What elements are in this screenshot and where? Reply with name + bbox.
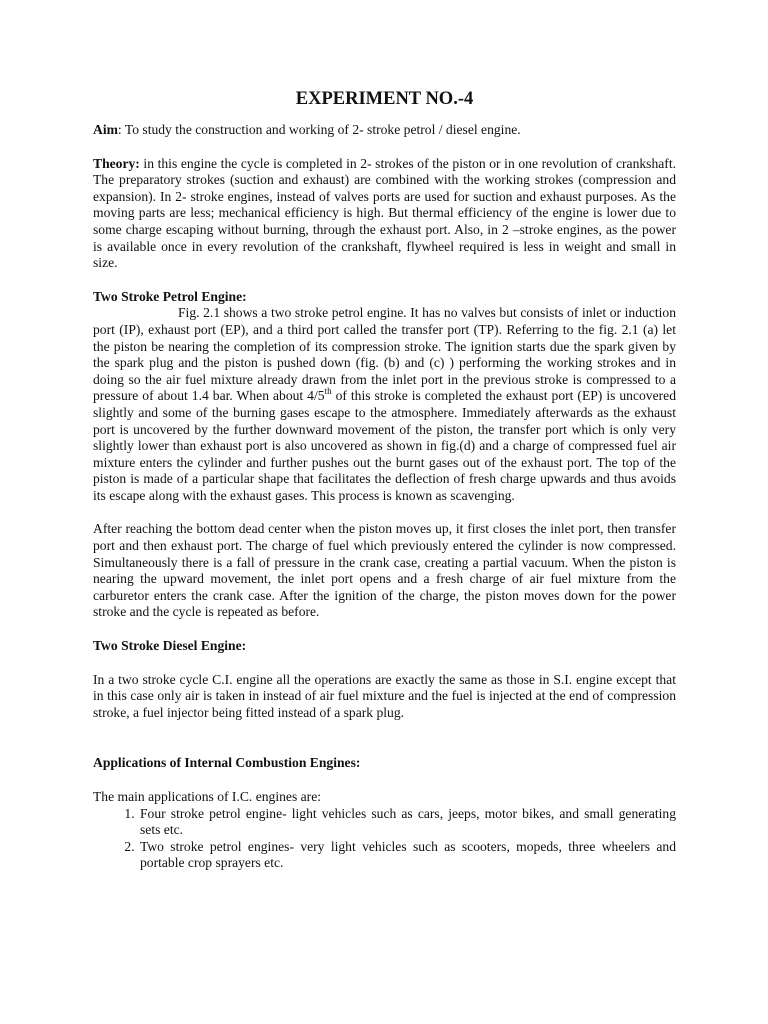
document-page bbox=[93, 88, 676, 872]
petrol-para1-text-a: Fig. 2.1 shows a two stroke petrol engine. It has no valves but consists of inlet or induction port (IP), exhaust port (EP), and a third port called the transfer port (TP). Referring to the fig. 2.1 (a) let the piston be nearing the completion of its compression stroke. The ignition starts due the spark given by the spark plug and the piston is pushed down (fig. (b) and (c) ) performing the working strokes and in doing so the air fuel mixture already drawn from the inlet port in the previous stroke is compressed to a pressure of about 1.4 bar. When about 4/5 bbox=[93, 305, 676, 404]
theory-label: Theory: bbox=[93, 155, 140, 171]
aim-paragraph bbox=[93, 122, 676, 139]
theory-paragraph bbox=[93, 156, 676, 272]
diesel-engine-paragraph: In a two stroke cycle C.I. engine all the operations are exactly the same as those in S.I. engine except that in this case only air is taken in instead of air fuel mixture and the fuel is injected at the end of compression stroke, a fuel injector being fitted instead of a spark plug. bbox=[93, 671, 676, 720]
petrol-para1-text-b: of this stroke is completed the exhaust port (EP) is uncovered slightly and some of the burning gases escape to the atmosphere. Immediately afterwards as the exhaust port is uncovered by the further downward movement of the piston, the transfer port which is only very slightly lower than exhaust port is also uncovered as shown in fig.(d) and a charge of compressed fuel air mixture enters the cylinder and further pushes out the burnt gases out of the exhaust port. The top of the piston is made of a particular shape that facilitates the deflection of fresh charge upwards and thus avoids its escape along with the exhaust gases. This process is known as scavenging. bbox=[93, 388, 676, 503]
diesel-engine-heading: Two Stroke Diesel Engine: bbox=[93, 638, 247, 654]
applications-list bbox=[93, 806, 676, 872]
list-item: 2. Two stroke petrol engines- very light vehicles such as scooters, mopeds, three wheelers and portable crop sprayers etc. bbox=[138, 839, 676, 872]
aim-text: : To study the construction and working of 2- stroke petrol / diesel engine. bbox=[117, 122, 521, 137]
aim-label: Aim bbox=[93, 122, 118, 137]
applications-heading: Applications of Internal Combustion Engines: bbox=[93, 755, 361, 771]
applications-intro: The main applications of I.C. engines are: bbox=[93, 789, 322, 804]
petrol-engine-heading: Two Stroke Petrol Engine: bbox=[93, 288, 247, 304]
petrol-engine-paragraph-1 bbox=[93, 305, 676, 504]
page-title: EXPERIMENT NO.-4 bbox=[295, 89, 474, 109]
petrol-engine-paragraph-2: After reaching the bottom dead center when the piston moves up, it first closes the inlet port, then transfer port and then exhaust port. The charge of fuel which previously entered the cylinder is now compressed. Simultaneously there is a fall of pressure in the crank case, creating a partial vacuum. When the piston is nearing the upward movement, the inlet port opens and a fresh charge of air fuel mixture from the carburetor enters the crank case. After the ignition of the charge, the piston moves down for the power stroke and the cycle is repeated as before. bbox=[93, 521, 676, 620]
list-item: 1. Four stroke petrol engine- light vehicles such as cars, jeeps, motor bikes, and small generating sets etc. bbox=[138, 806, 676, 839]
theory-text: in this engine the cycle is completed in 2- strokes of the piston or in one revolution of crankshaft. The preparatory strokes (suction and exhaust) are combined with the working strokes (compression and expansion). In 2- stroke engines, instead of valves ports are used for suction and exhaust purposes. As the moving parts are less; mechanical efficiency is high. But thermal efficiency of the engine is lower due to some charge escaping without burning, through the exhaust port. Also, in 2 –stroke engines, as the power is available once in every revolution of the crankshaft, flywheel required is less in weight and small in size. bbox=[93, 155, 676, 271]
petrol-para1-superscript: th bbox=[324, 386, 332, 397]
